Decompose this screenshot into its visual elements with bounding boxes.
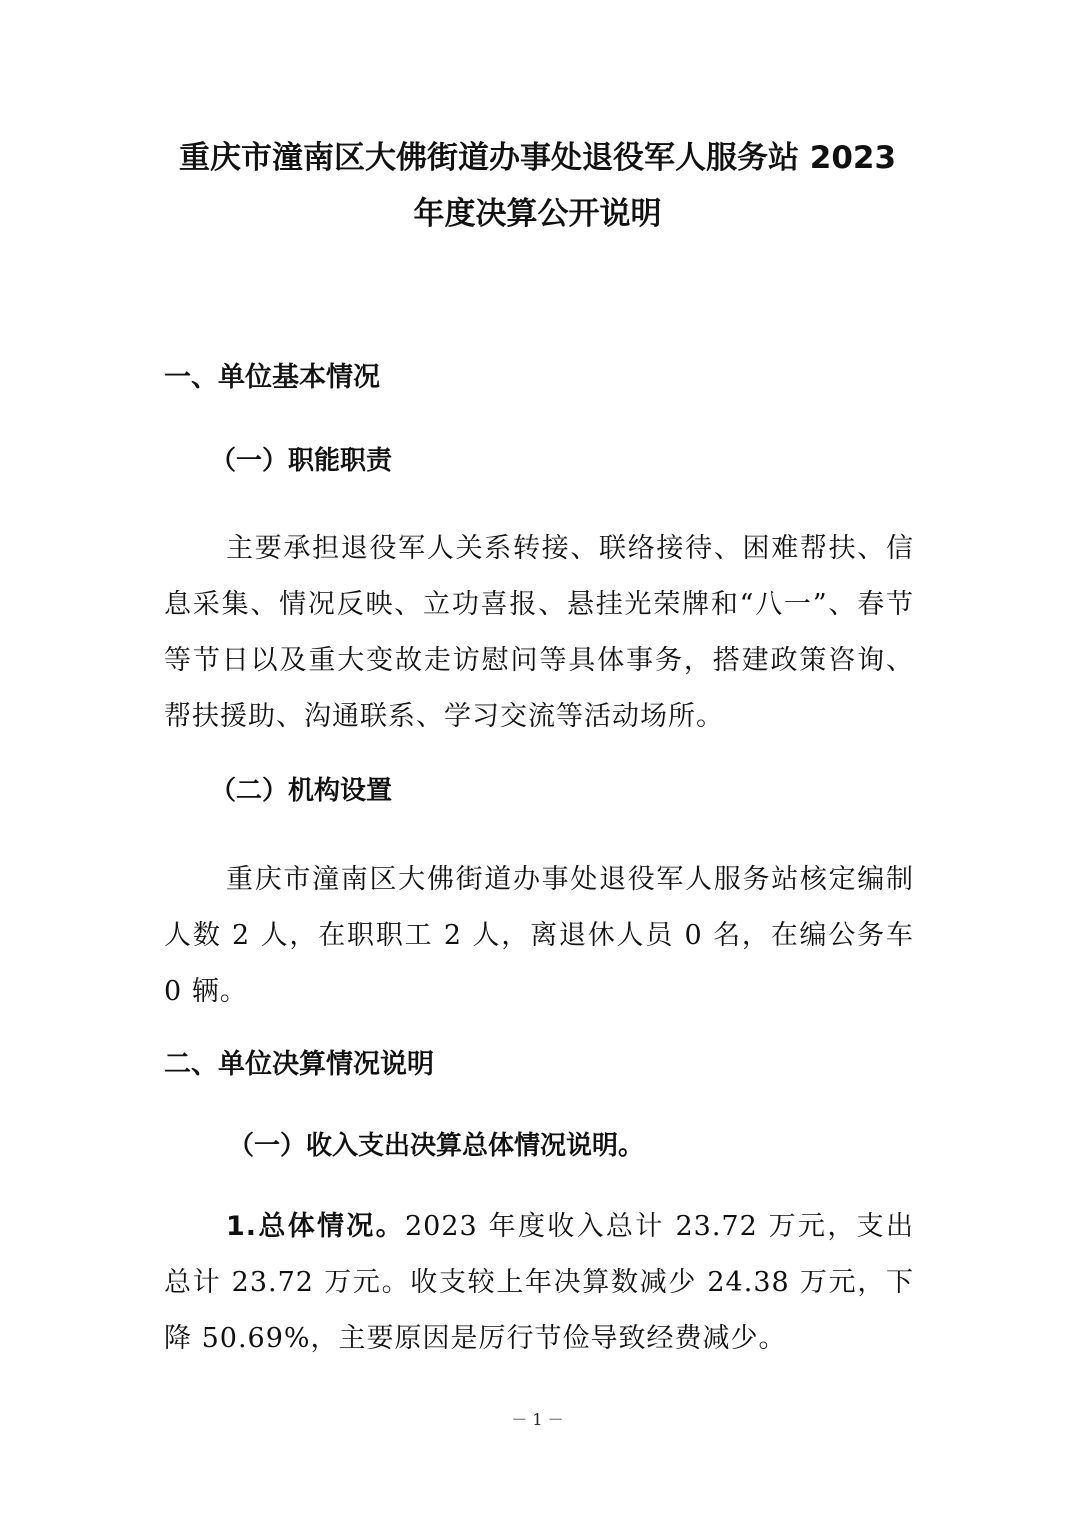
section-1-heading: 一、单位基本情况 [164, 362, 380, 393]
overall-situation-text: 2023 年度收入总计 23.72 万元，支出总计 23.72 万元。收支较上年决算数减少 24.38 万元，下降 50.69%，主要原因是厉行节俭导致经费减少。 [164, 1211, 914, 1354]
section-1-sub-2-heading: （二）机构设置 [210, 776, 393, 806]
document-title-line-1: 重庆市潼南区大佛街道办事处退役军人服务站 2023 [178, 140, 897, 176]
organization-paragraph: 重庆市潼南区大佛街道办事处退役军人服务站核定编制人数 2 人，在职职工 2 人，离退休人员 0 名，在编公务车 0 辆。 [164, 864, 914, 1007]
document-title-line-2: 年度决算公开说明 [413, 196, 662, 232]
section-2-heading: 二、单位决算情况说明 [164, 1049, 434, 1080]
section-1-sub-1-heading: （一）职能职责 [210, 446, 393, 476]
overall-situation-paragraph [164, 1199, 914, 1367]
overall-situation-lead: 1.总体情况。 [226, 1211, 405, 1242]
section-2-sub-1-heading: （一）收入支出决算总体情况说明。 [228, 1131, 645, 1161]
duties-paragraph: 主要承担退役军人关系转接、联络接待、困难帮扶、信息采集、情况反映、立功喜报、悬挂光荣牌和“八一”、春节等节日以及重大变故走访慰问等具体事务，搭建政策咨询、帮扶援助、沟通联系、学习交流等活动场所。 [164, 533, 914, 732]
page-number: － 1 － [511, 1410, 564, 1429]
